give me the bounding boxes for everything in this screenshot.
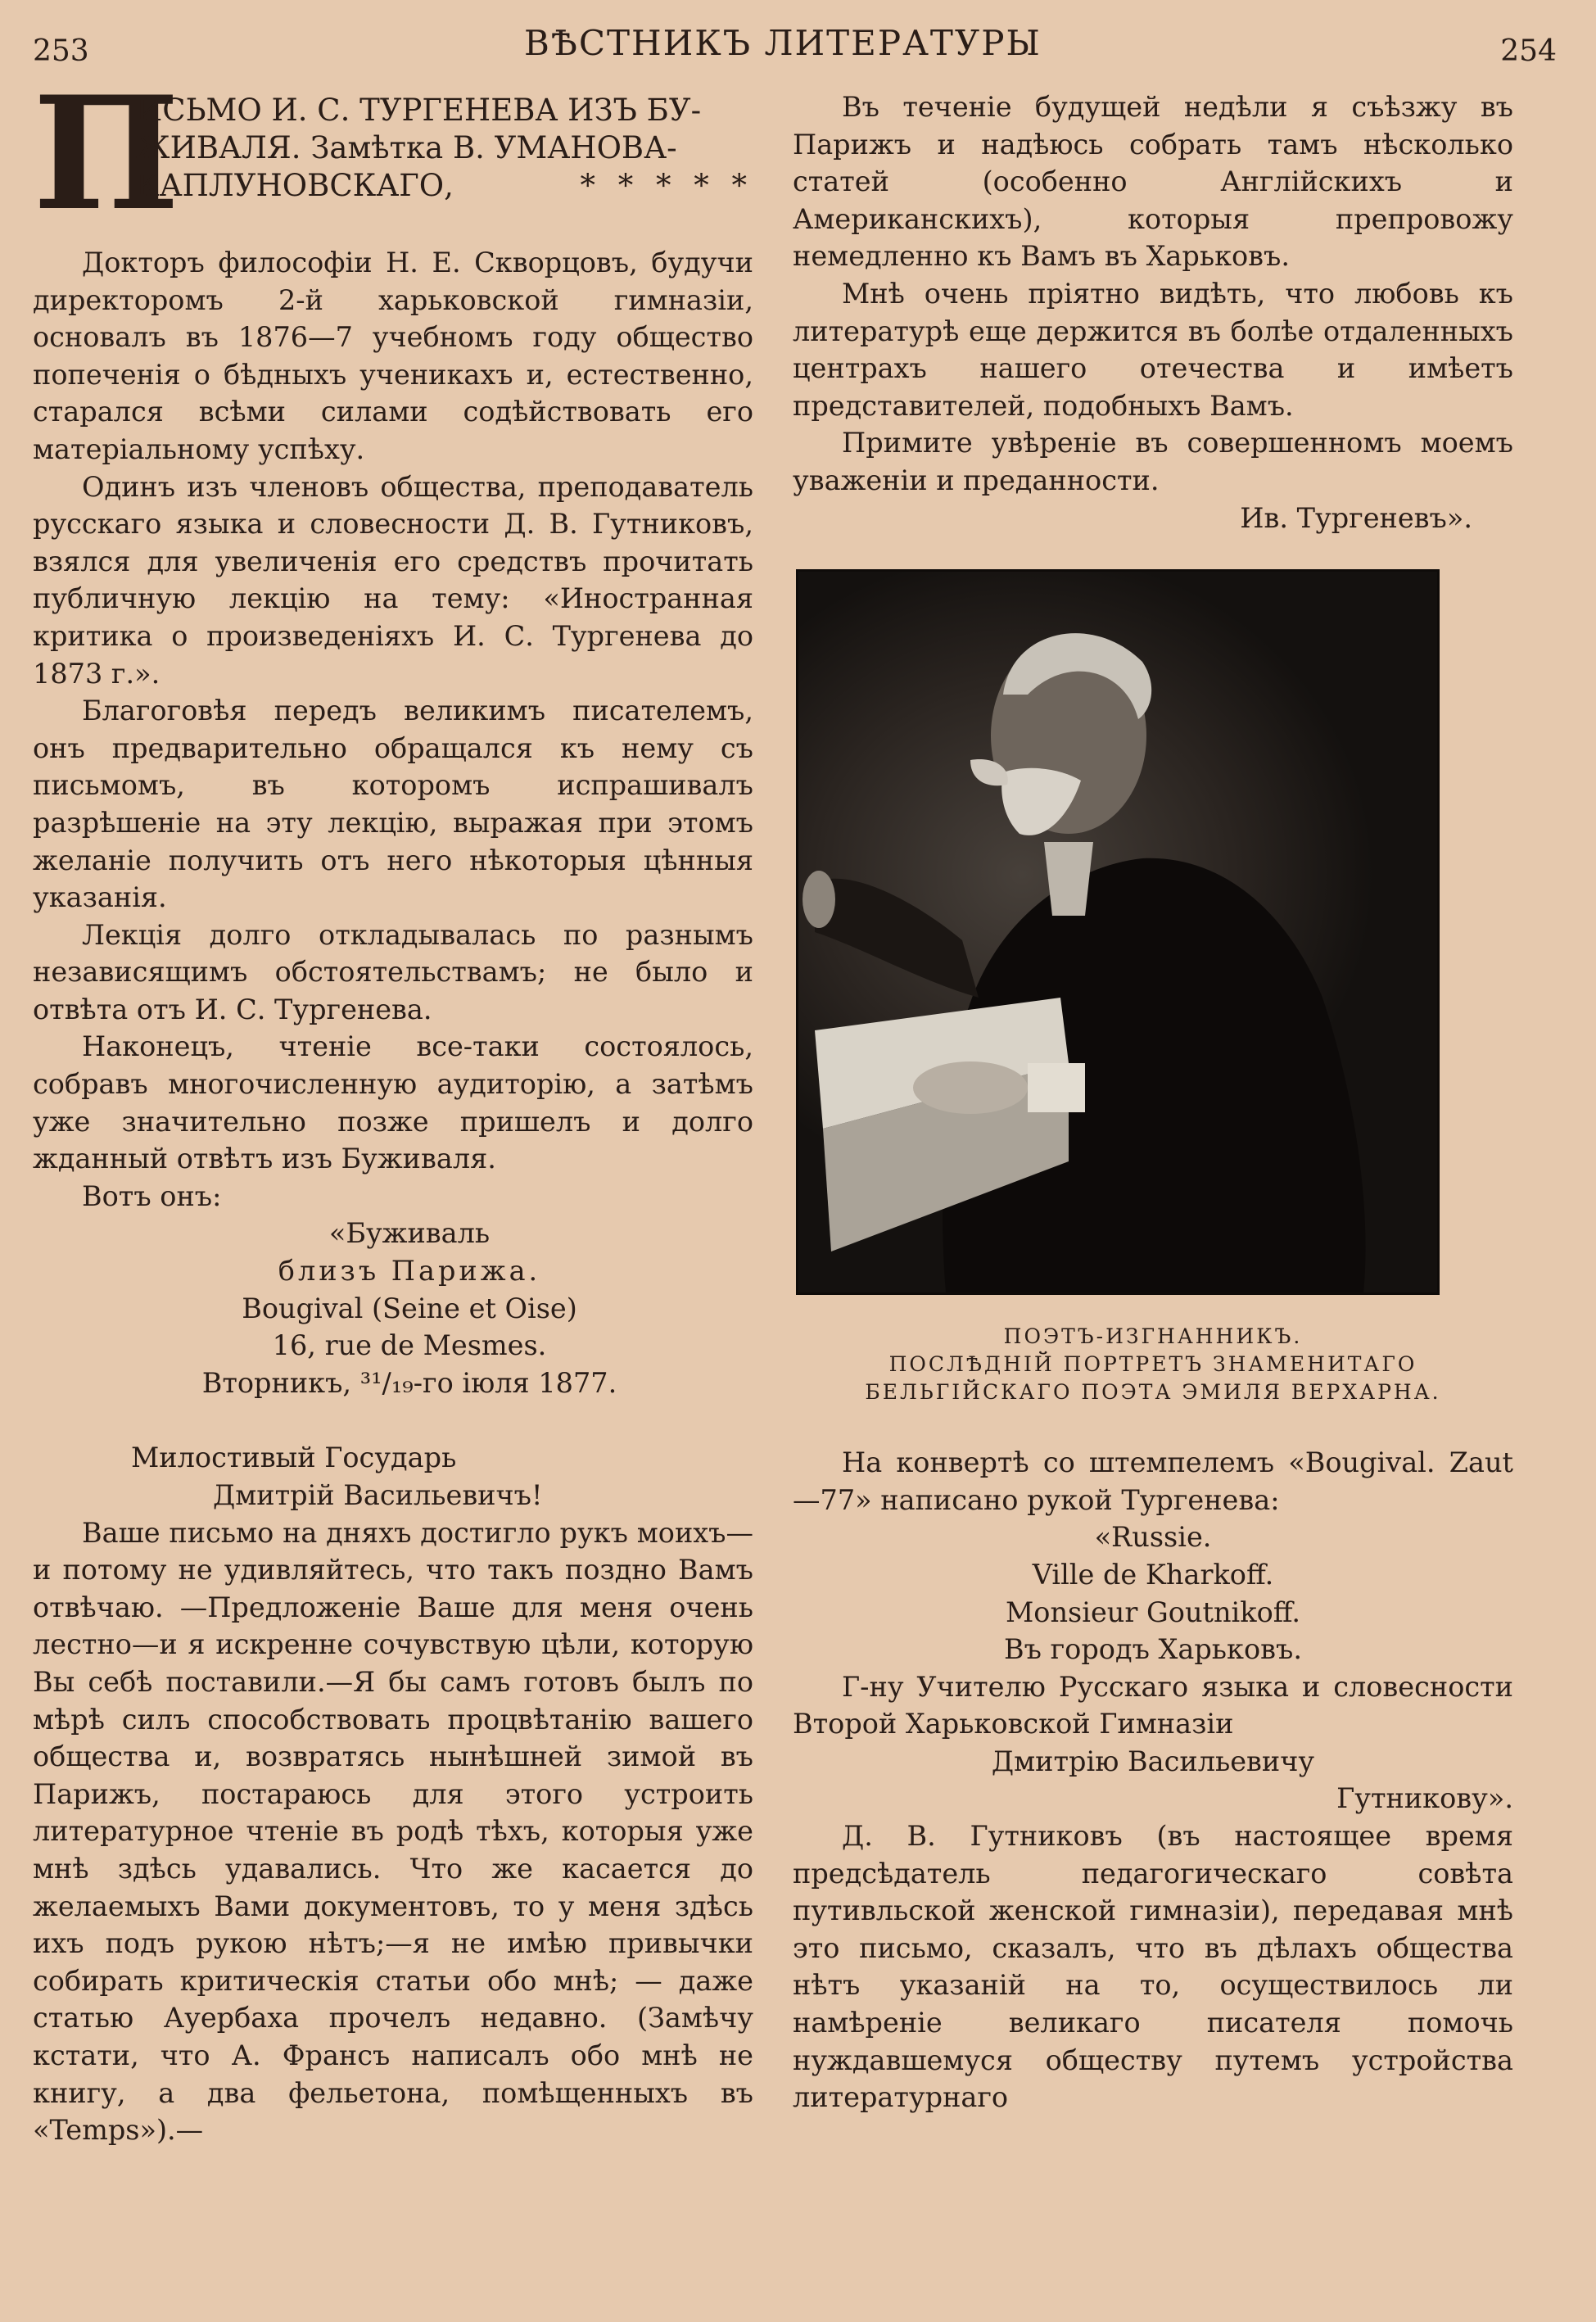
letter-paragraph: Въ теченіе будущей недѣли я съѣзжу въ Парижъ и надѣюсь собрать тамъ нѣсколько статей (особенно Англійскихъ и Американскихъ), которыя препровожу немедленно къ Вамъ въ Харьковъ. — [793, 91, 1513, 273]
envelope-line: Дмитрію Васильевичу — [991, 1745, 1315, 1777]
caption-text: ПОСЛѢДНІЙ ПОРТРЕТЪ ЗНАМЕНИТАГО БЕЛЬГІЙСКАГО ПОЭТА ЭМИЛЯ ВЕРХАРНА. — [865, 1352, 1441, 1405]
photo-caption — [793, 1323, 1513, 1406]
caption-title: ПОЭТЪ-ИЗГНАННИКЪ. — [1003, 1324, 1303, 1349]
title-line: ИСЬМО И. С. ТУРГЕНЕВА ИЗЪ БУ- — [136, 93, 702, 128]
envelope-line: Ville de Kharkoff. — [1032, 1558, 1274, 1591]
envelope-line: Гутникову». — [1336, 1782, 1513, 1815]
envelope-line: «Russie. — [1094, 1521, 1212, 1554]
journal-title: ВѢСТНИКЪ ЛИТЕРАТУРЫ — [524, 23, 1042, 63]
letter-date: Вторникъ, ³¹/₁₉-го іюля 1877. — [201, 1366, 617, 1399]
paragraph: Лекція долго откладывалась по разнымъ независящимъ обстоятельствамъ; не было и отвѣта отъ И. С. Тургенева. — [33, 918, 753, 1025]
right-column — [793, 88, 1513, 2116]
letter-header-line: «Буживаль — [328, 1217, 491, 1250]
signature: Ив. Тургеневъ». — [1240, 501, 1472, 534]
letter-header-line: Bougival (Seine et Oise) — [242, 1292, 577, 1324]
paragraph: На конвертѣ со штемпелемъ «Bougival. Zaut—77» написано рукой Тургенева: — [793, 1446, 1513, 1516]
paragraph: Вотъ онъ: — [82, 1179, 222, 1212]
paragraph: Докторъ философіи Н. Е. Скворцовъ, будучи директоромъ 2-й харьковской гимназіи, основалъ въ 1876—7 учебномъ году общество попеченія о бѣдныхъ ученикахъ и, естественно, старался всѣми силами содѣйствовать его матеріальному успѣху. — [33, 247, 753, 465]
envelope-line: Monsieur Goutnikoff. — [1006, 1596, 1300, 1628]
salutation-line: Дмитрій Васильевичъ! — [213, 1479, 543, 1511]
drop-cap: П — [33, 62, 180, 245]
paragraph: Благоговѣя передъ великимъ писателемъ, онъ предварительно обращался къ нему съ письмомъ, въ которомъ испрашивалъ разрѣшеніе на эту лекцію, выражая при этомъ желаніе получить отъ него нѣкоторыя цѣнныя указанія. — [33, 695, 753, 914]
page-number-left: 253 — [33, 34, 89, 68]
paragraph: Наконецъ, чтеніе все-таки состоялось, собравъ многочисленную аудиторію, а затѣмъ уже значительно позже пришелъ и долго жданный отвѣтъ изъ Буживаля. — [33, 1030, 753, 1175]
salutation-line: Милостивый Государь — [131, 1442, 457, 1474]
letter-body: Ваше письмо на дняхъ достигло рукъ моихъ—и потому не удивляйтесь, что такъ поздно Вамъ отвѣчаю. —Предложеніе Ваше для меня очень лестно—и я искренне сочувствую цѣли, которую Вы себѣ поставили.—Я бы самъ готовъ былъ по мѣрѣ силъ способствовать процвѣтанію вашего общества и, возвратясь нынѣшней зимой въ Парижъ, постараюсь для этого устроить литературное чтеніе въ родѣ тѣхъ, которыя уже мнѣ здѣсь удавались. Что же касается до желаемыхъ Вами документовъ, то у меня здѣсь ихъ подъ рукою нѣтъ;—я не имѣю привычки собирать критическія статьи обо мнѣ; — даже статью Ауербаха прочелъ недавно. (Замѣчу кстати, что А. Франсъ написалъ обо мнѣ не книгу, а два фельетона, помѣщенныхъ въ «Temps»).— — [33, 1516, 753, 2147]
title-stars: * * * * * — [580, 168, 753, 203]
letter-header-line: 16, rue de Mesmes. — [272, 1329, 547, 1362]
envelope-line: Въ городъ Харьковъ. — [1004, 1633, 1302, 1666]
envelope-line: Г-ну Учителю Русскаго языка и словесности Второй Харьковской Гимназіи — [793, 1670, 1513, 1740]
paragraph: Д. В. Гутниковъ (въ настоящее время предсѣдатель педагогическаго совѣта путивльской женской гимназіи), передавая мнѣ это письмо, сказалъ, что въ дѣлахъ общества нѣтъ указаній на то, осуществилось ли намѣреніе великаго писателя помочь нуждавшемуся обществу путемъ устройства литературнаго — [793, 1820, 1513, 2114]
title-line: КАПЛУНОВСКАГО, — [136, 168, 454, 203]
portrait-photo — [796, 569, 1440, 1295]
letter-header-line: близъ Парижа. — [278, 1255, 541, 1288]
portrait-illustration — [798, 572, 1437, 1292]
paragraph: Одинъ изъ членовъ общества, преподаватель русскаго языка и словесности Д. В. Гутниковъ, взялся для увеличенія его средствъ прочитать публичную лекцію на тему: «Иностранная критика о произведеніяхъ И. С. Тургенева до 1873 г.». — [33, 470, 753, 690]
letter-paragraph: Примите увѣреніе въ совершенномъ моемъ уваженіи и преданности. — [793, 427, 1513, 496]
letter-paragraph: Мнѣ очень пріятно видѣть, что любовь къ литературѣ еще держится въ болѣе отдаленныхъ центрахъ нашего отечества и имѣетъ представителей, подобныхъ Вамъ. — [793, 277, 1513, 422]
article-title — [33, 62, 753, 245]
left-column — [33, 62, 753, 2149]
title-line: ЖИВАЛЯ. Замѣтка В. УМАНОВА- — [136, 130, 677, 165]
page-number-right: 254 — [1500, 34, 1557, 68]
page-header — [0, 23, 1596, 72]
